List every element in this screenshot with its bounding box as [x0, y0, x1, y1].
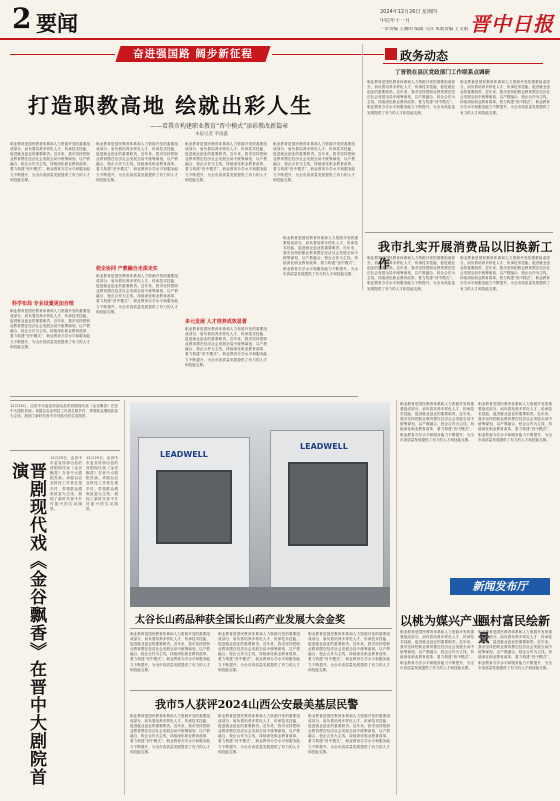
peach-body: 职业教育是国民教育体系和人力资源开发的重要组成部分，肩负着培养多样化人才、传承技术技能、促进就业创业的重要职责。近年来，我市坚持把职业教育摆在经济社会发展全局中统筹谋划，以产教融合、校企合作为主线，持续深化职业教育改革，着力构建“晋中模式”，职业教育办学水平和服务能力不断提升，为全市高质量发展提供了有力的人才和技能支撑。	[400, 630, 474, 670]
politics-headline: 丁晋铁在县区党政部门工作联系点调研	[395, 70, 491, 76]
lead-body-col-4: 职业教育是国民教育体系和人力资源开发的重要组成部分，肩负着培养多样化人才、传承技术技能、促进就业创业的重要职责。近年来，我市坚持把职业教育摆在经济社会发展全局中统筹谋划，以产教融合、校企合作为主线，持续深化职业教育改革，着力构建“晋中模式”，职业教育办学水平和服务能力不断提升，为全市高质量发展提供了有力的人才和技能支撑。	[273, 142, 355, 182]
article-headline-tradein: 我市扎实开展消费品以旧换新工作	[378, 240, 554, 271]
feature-vertical-title: 晋剧现代戏《金谷飘香》在晋中大剧院首演	[8, 462, 46, 786]
photo-caption: 太谷长山药品种获全国长山药产业发展大会金奖	[135, 615, 345, 626]
machine-brand-left: LEADWELL	[160, 450, 208, 459]
slogan-text: 奋进强国路 阔步新征程	[133, 48, 253, 60]
caption-body-1: 职业教育是国民教育体系和人力资源开发的重要组成部分，肩负着培养多样化人才、传承技术技能、促进就业创业的重要职责。近年来，我市坚持把职业教育摆在经济社会发展全局中统筹谋划，以产教融合、校企合作为主线，持续深化职业教育改革，着力构建“晋中模式”，职业教育办学水平和服务能力不断提升，为全市高质量发展提供了有力的人才和技能支撑。	[130, 632, 210, 672]
feature-lead-text: 12月25日，由晋中市委宣传部出品的晋剧现代戏《金谷飘香》在晋中大剧院首演。该剧以农业科技工作者扎根乡村、带领群众增收致富为主线，展现了新时代晋中乡村振兴的生动图景。	[10, 404, 118, 419]
caption-body-3: 职业教育是国民教育体系和人力资源开发的重要组成部分，肩负着培养多样化人才、传承技术技能、促进就业创业的重要职责。近年来，我市坚持把职业教育摆在经济社会发展全局中统筹谋划，以产教融合、校企合作为主线，持续深化职业教育改革，着力构建“晋中模式”，职业教育办学水平和服务能力不断提升，为全市高质量发展提供了有力的人才和技能支撑。	[308, 632, 390, 672]
lead-headline: 打造职教高地 绘就出彩人生	[28, 93, 314, 118]
police-body-3: 职业教育是国民教育体系和人力资源开发的重要组成部分，肩负着培养多样化人才、传承技术技能、促进就业创业的重要职责。近年来，我市坚持把职业教育摆在经济社会发展全局中统筹谋划，以产教融合、校企合作为主线，持续深化职业教育改革，着力构建“晋中模式”，职业教育办学水平和服务能力不断提升，为全市高质量发展提供了有力的人才和技能支撑。	[308, 714, 390, 754]
middle-body-col: 职业教育是国民教育体系和人力资源开发的重要组成部分，肩负着培养多样化人才、传承技术技能、促进就业创业的重要职责。近年来，我市坚持把职业教育摆在经济社会发展全局中统筹谋划，以产教融合、校企合作为主线，持续深化职业教育改革，着力构建“晋中模式”，职业教育办学水平和服务能力不断提升，为全市高质量发展提供了有力的人才和技能支撑。	[283, 236, 358, 276]
article-headline-village: 强村富民绘新景	[478, 614, 551, 645]
machine-brand-right: LEADWELL	[300, 442, 348, 451]
politics-icon	[385, 48, 397, 60]
masthead-calendar: 甲辰年十一月	[380, 18, 411, 24]
lead-byline: 本报记者 李雨鑫	[195, 132, 228, 137]
article-headline-peach: 以桃为媒兴产业	[400, 614, 485, 628]
lead-body-col-3: 职业教育是国民教育体系和人力资源开发的重要组成部分，肩负着培养多样化人才、传承技术技能、促进就业创业的重要职责。近年来，我市坚持把职业教育摆在经济社会发展全局中统筹谋划，以产教融合、校企合作为主线，持续深化职业教育改革，着力构建“晋中模式”，职业教育办学水平和服务能力不断提升，为全市高质量发展提供了有力的人才和技能支撑。	[185, 142, 267, 182]
feature-body-1: 12月25日，由晋中市委宣传部出品的晋剧现代戏《金谷飘香》在晋中大剧院首演。该剧以农业科技工作者扎根乡村、带领群众增收致富为主线，展现了新时代晋中乡村振兴的生动图景。	[50, 456, 82, 511]
factory-photo	[130, 402, 390, 607]
masthead-rule	[0, 38, 560, 40]
tradein-body-1: 职业教育是国民教育体系和人力资源开发的重要组成部分，肩负着培养多样化人才、传承技术技能、促进就业创业的重要职责。近年来，我市坚持把职业教育摆在经济社会发展全局中统筹谋划，以产教融合、校企合作为主线，持续深化职业教育改革，着力构建“晋中模式”，职业教育办学水平和服务能力不断提升，为全市高质量发展提供了有力的人才和技能支撑。	[367, 256, 455, 291]
masthead-date: 2024年12月26日 星期四	[380, 9, 438, 15]
news-release-label: 新闻发布厅	[472, 580, 528, 593]
masthead-editors: 一审责编 王翼明 编辑 马洋 本版责编 王文娟	[380, 27, 469, 32]
police-body-2: 职业教育是国民教育体系和人力资源开发的重要组成部分，肩负着培养多样化人才、传承技术技能、促进就业创业的重要职责。近年来，我市坚持把职业教育摆在经济社会发展全局中统筹谋划，以产教融合、校企合作为主线，持续深化职业教育改革，着力构建“晋中模式”，职业教育办学水平和服务能力不断提升，为全市高质量发展提供了有力的人才和技能支撑。	[218, 714, 300, 754]
village-body: 职业教育是国民教育体系和人力资源开发的重要组成部分，肩负着培养多样化人才、传承技术技能、促进就业创业的重要职责。近年来，我市坚持把职业教育摆在经济社会发展全局中统筹谋划，以产教融合、校企合作为主线，持续深化职业教育改革，着力构建“晋中模式”，职业教育办学水平和服务能力不断提升，为全市高质量发展提供了有力的人才和技能支撑。	[478, 630, 552, 670]
politics-column-label: 政务动态	[400, 49, 449, 63]
tradein-body-2: 职业教育是国民教育体系和人力资源开发的重要组成部分，肩负着培养多样化人才、传承技术技能、促进就业创业的重要职责。近年来，我市坚持把职业教育摆在经济社会发展全局中统筹谋划，以产教融合、校企合作为主线，持续深化职业教育改革，着力构建“晋中模式”，职业教育办学水平和服务能力不断提升，为全市高质量发展提供了有力的人才和技能支撑。	[460, 256, 550, 291]
right-lower-body-1: 职业教育是国民教育体系和人力资源开发的重要组成部分，肩负着培养多样化人才、传承技术技能、促进就业创业的重要职责。近年来，我市坚持把职业教育摆在经济社会发展全局中统筹谋划，以产教融合、校企合作为主线，持续深化职业教育改革，着力构建“晋中模式”，职业教育办学水平和服务能力不断提升，为全市高质量发展提供了有力的人才和技能支撑。	[400, 402, 474, 442]
politics-body-2: 职业教育是国民教育体系和人力资源开发的重要组成部分，肩负着培养多样化人才、传承技术技能、促进就业创业的重要职责。近年来，我市坚持把职业教育摆在经济社会发展全局中统筹谋划，以产教融合、校企合作为主线，持续深化职业教育改革，着力构建“晋中模式”，职业教育办学水平和服务能力不断提升，为全市高质量发展提供了有力的人才和技能支撑。	[460, 80, 550, 115]
lead-body-col-1b: 职业教育是国民教育体系和人力资源开发的重要组成部分，肩负着培养多样化人才、传承技术技能、促进就业创业的重要职责。近年来，我市坚持把职业教育摆在经济社会发展全局中统筹谋划，以产教融合、校企合作为主线，持续深化职业教育改革，着力构建“晋中模式”，职业教育办学水平和服务能力不断提升，为全市高质量发展提供了有力的人才和技能支撑。	[10, 309, 90, 349]
lead-subheading-1: 科学布局 专业设置更加合理	[12, 301, 74, 307]
slogan-banner	[115, 46, 270, 62]
feature-body-2: 12月25日，由晋中市委宣传部出品的晋剧现代戏《金谷飘香》在晋中大剧院首演。该剧以农业科技工作者扎根乡村、带领群众增收致富为主线，展现了新时代晋中乡村振兴的生动图景。	[86, 456, 118, 511]
lead-subtitle: ——看我市构建职业教育“晋中模式”添彩教改新篇章	[150, 123, 289, 130]
lead-body-col-3b: 职业教育是国民教育体系和人力资源开发的重要组成部分，肩负着培养多样化人才、传承技术技能、促进就业创业的重要职责。近年来，我市坚持把职业教育摆在经济社会发展全局中统筹谋划，以产教融合、校企合作为主线，持续深化职业教育改革，着力构建“晋中模式”，职业教育办学水平和服务能力不断提升，为全市高质量发展提供了有力的人才和技能支撑。	[185, 327, 267, 367]
lead-subheading-3: 多元发展 人才培养成效显著	[185, 319, 247, 325]
lead-body-col-2b: 职业教育是国民教育体系和人力资源开发的重要组成部分，肩负着培养多样化人才、传承技术技能、促进就业创业的重要职责。近年来，我市坚持把职业教育摆在经济社会发展全局中统筹谋划，以产教融合、校企合作为主线，持续深化职业教育改革，着力构建“晋中模式”，职业教育办学水平和服务能力不断提升，为全市高质量发展提供了有力的人才和技能支撑。	[96, 274, 178, 314]
section-name: 要闻	[36, 11, 78, 36]
right-lower-body-2: 职业教育是国民教育体系和人力资源开发的重要组成部分，肩负着培养多样化人才、传承技术技能、促进就业创业的重要职责。近年来，我市坚持把职业教育摆在经济社会发展全局中统筹谋划，以产教融合、校企合作为主线，持续深化职业教育改革，着力构建“晋中模式”，职业教育办学水平和服务能力不断提升，为全市高质量发展提供了有力的人才和技能支撑。	[478, 402, 552, 442]
caption-body-2: 职业教育是国民教育体系和人力资源开发的重要组成部分，肩负着培养多样化人才、传承技术技能、促进就业创业的重要职责。近年来，我市坚持把职业教育摆在经济社会发展全局中统筹谋划，以产教融合、校企合作为主线，持续深化职业教育改革，着力构建“晋中模式”，职业教育办学水平和服务能力不断提升，为全市高质量发展提供了有力的人才和技能支撑。	[218, 632, 300, 672]
lead-subheading-2: 校企协同 产教融合走深走实	[96, 266, 158, 272]
news-release-banner	[450, 578, 550, 595]
article-headline-police: 我市5人获评2024山西公安最美基层民警	[155, 698, 359, 711]
paper-logo: 晋中日报	[470, 12, 554, 36]
politics-body-1: 职业教育是国民教育体系和人力资源开发的重要组成部分，肩负着培养多样化人才、传承技术技能、促进就业创业的重要职责。近年来，我市坚持把职业教育摆在经济社会发展全局中统筹谋划，以产教融合、校企合作为主线，持续深化职业教育改革，着力构建“晋中模式”，职业教育办学水平和服务能力不断提升，为全市高质量发展提供了有力的人才和技能支撑。	[367, 80, 455, 115]
page-number: 2	[12, 2, 32, 35]
lead-body-col-1: 职业教育是国民教育体系和人力资源开发的重要组成部分，肩负着培养多样化人才、传承技术技能、促进就业创业的重要职责。近年来，我市坚持把职业教育摆在经济社会发展全局中统筹谋划，以产教融合、校企合作为主线，持续深化职业教育改革，着力构建“晋中模式”，职业教育办学水平和服务能力不断提升，为全市高质量发展提供了有力的人才和技能支撑。	[10, 142, 90, 182]
police-body-1: 职业教育是国民教育体系和人力资源开发的重要组成部分，肩负着培养多样化人才、传承技术技能、促进就业创业的重要职责。近年来，我市坚持把职业教育摆在经济社会发展全局中统筹谋划，以产教融合、校企合作为主线，持续深化职业教育改革，着力构建“晋中模式”，职业教育办学水平和服务能力不断提升，为全市高质量发展提供了有力的人才和技能支撑。	[130, 714, 210, 754]
lead-body-col-2: 职业教育是国民教育体系和人力资源开发的重要组成部分，肩负着培养多样化人才、传承技术技能、促进就业创业的重要职责。近年来，我市坚持把职业教育摆在经济社会发展全局中统筹谋划，以产教融合、校企合作为主线，持续深化职业教育改革，着力构建“晋中模式”，职业教育办学水平和服务能力不断提升，为全市高质量发展提供了有力的人才和技能支撑。	[96, 142, 178, 182]
masthead	[0, 0, 560, 40]
